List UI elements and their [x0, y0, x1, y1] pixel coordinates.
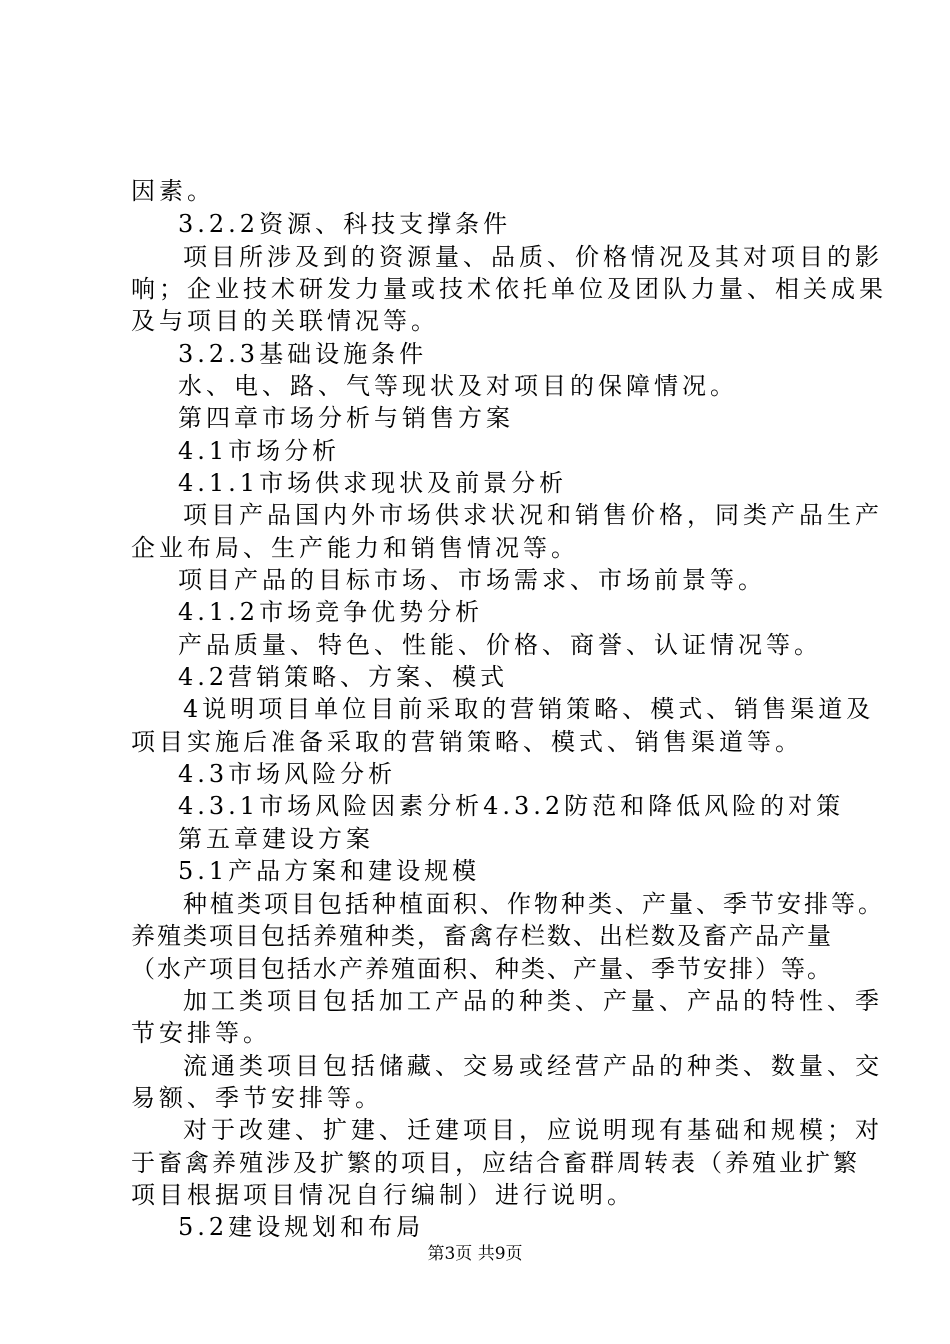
section-heading: 4.3市场风险分析 — [178, 760, 397, 788]
text-line: 及与项目的关联情况等。 — [131, 307, 439, 335]
text-line: 水、电、路、气等现状及对项目的保障情况。 — [178, 372, 738, 400]
text-line: 项目实施后准备采取的营销策略、模式、销售渠道等。 — [131, 728, 803, 756]
text-line: 4说明项目单位目前采取的营销策略、模式、销售渠道及 — [183, 695, 875, 723]
section-heading: 5.2建设规划和布局 — [178, 1213, 425, 1241]
text-line: 对于改建、扩建、迁建项目，应说明现有基础和规模；对 — [183, 1116, 883, 1144]
section-heading: 3.2.3基础设施条件 — [178, 340, 428, 368]
text-line: 加工类项目包括加工产品的种类、产量、产品的特性、季 — [183, 987, 883, 1015]
page-footer: 第3页 共9页 — [427, 1244, 523, 1264]
text-line: 流通类项目包括储藏、交易或经营产品的种类、数量、交 — [183, 1052, 883, 1080]
chapter-heading: 第五章建设方案 — [178, 825, 374, 853]
text-line: （水产项目包括水产养殖面积、种类、产量、季节安排）等。 — [131, 955, 833, 983]
text-line: 项目根据项目情况自行编制）进行说明。 — [131, 1181, 635, 1209]
text-line: 企业布局、生产能力和销售情况等。 — [131, 534, 579, 562]
text-line: 易额、季节安排等。 — [131, 1084, 383, 1112]
text-line: 因素。 — [131, 177, 215, 205]
text-line: 种植类项目包括种植面积、作物种类、产量、季节安排等。 — [183, 890, 885, 918]
text-line: 养殖类项目包括养殖种类，畜禽存栏数、出栏数及畜产品产量 — [131, 922, 833, 950]
text-line: 项目产品国内外市场供求状况和销售价格，同类产品生产 — [183, 501, 883, 529]
text-line: 于畜禽养殖涉及扩繁的项目，应结合畜群周转表（养殖业扩繁 — [131, 1149, 860, 1177]
text-line: 响；企业技术研发力量或技术依托单位及团队力量、相关成果 — [131, 275, 887, 303]
text-line: 产品质量、特色、性能、价格、商誉、认证情况等。 — [178, 631, 822, 659]
section-heading: 4.2营销策略、方案、模式 — [178, 663, 509, 691]
section-heading: 5.1产品方案和建设规模 — [178, 857, 481, 885]
chapter-heading: 第四章市场分析与销售方案 — [178, 404, 514, 432]
text-line: 项目产品的目标市场、市场需求、市场前景等。 — [178, 566, 766, 594]
section-heading: 4.1.2市场竞争优势分析 — [178, 598, 484, 626]
text-line: 节安排等。 — [131, 1019, 271, 1047]
section-heading: 3.2.2资源、科技支撑条件 — [178, 210, 512, 238]
text-line: 项目所涉及到的资源量、品质、价格情况及其对项目的影 — [183, 243, 883, 271]
section-heading: 4.1市场分析 — [178, 437, 341, 465]
section-heading: 4.1.1市场供求现状及前景分析 — [178, 469, 568, 497]
section-heading: 4.3.1市场风险因素分析4.3.2防范和降低风险的对策 — [178, 792, 845, 820]
